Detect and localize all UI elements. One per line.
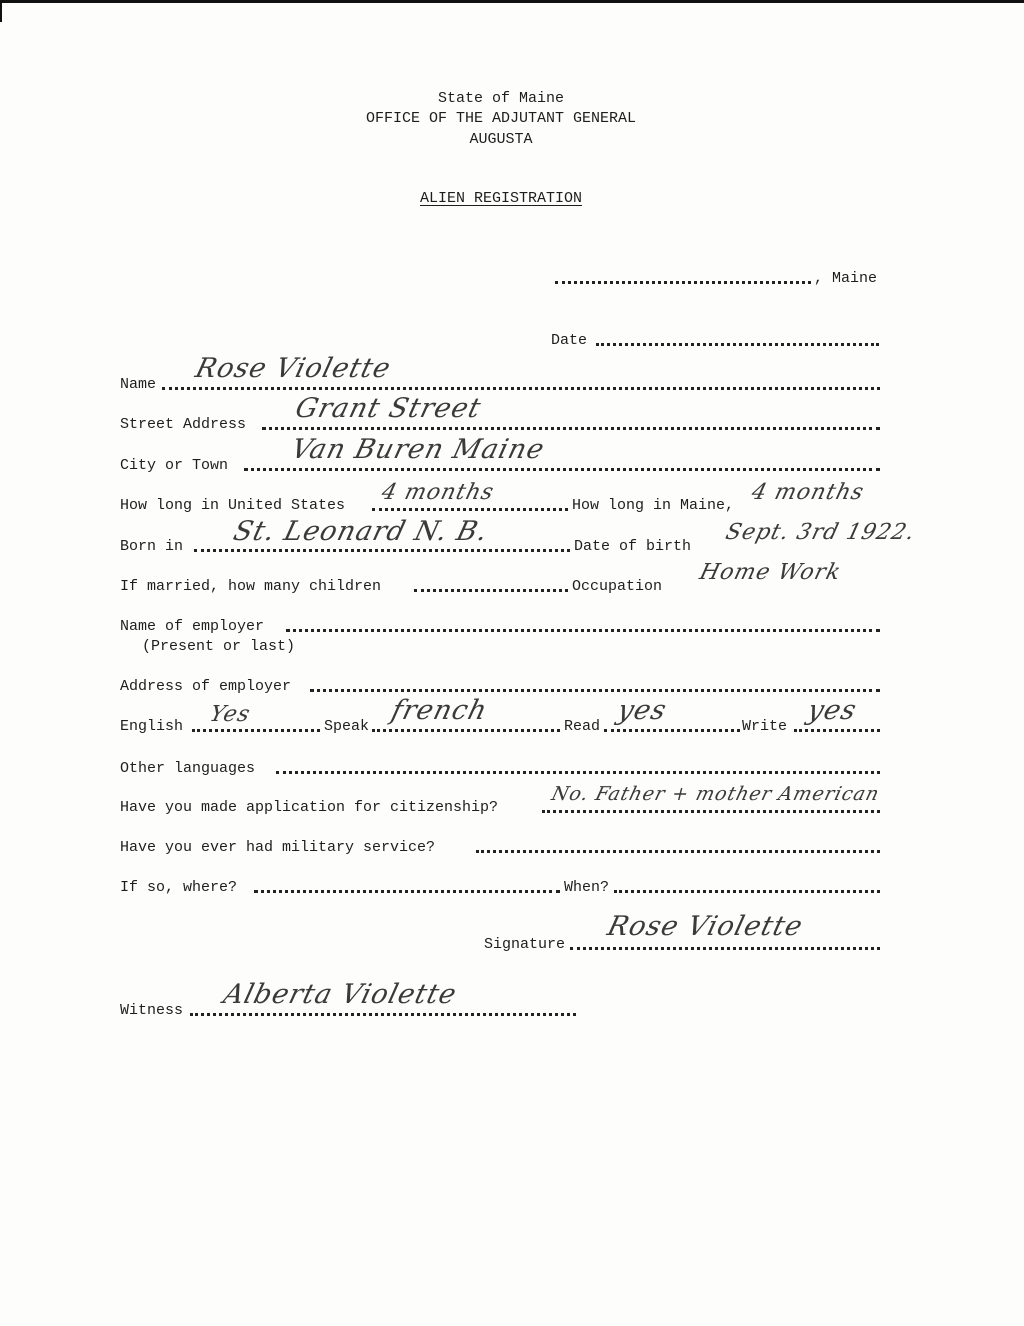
maine-label: , Maine	[814, 270, 878, 287]
date-of-birth-label: Date of birth	[574, 538, 692, 555]
handwritten-witness: Alberta Violette	[220, 979, 461, 1010]
form-title: ALIEN REGISTRATION	[419, 190, 583, 207]
speak-label: Speak	[324, 718, 370, 735]
handwritten-read: yes	[614, 695, 671, 726]
read-label: Read	[564, 718, 601, 735]
read-dots	[604, 729, 740, 732]
signature-dots	[570, 947, 880, 950]
date-dots	[596, 343, 879, 346]
if-so-where-dots	[254, 890, 560, 893]
scan-edge-top	[0, 0, 1024, 3]
speak-dots	[372, 729, 560, 732]
military-dots	[476, 850, 880, 853]
handwritten-write: yes	[804, 695, 861, 726]
name-label: Name	[120, 376, 157, 393]
employer-note: (Present or last)	[142, 638, 296, 655]
how-long-us-dots	[372, 508, 568, 511]
other-languages-dots	[276, 771, 880, 774]
handwritten-city: Van Buren Maine	[288, 434, 548, 465]
how-long-maine-label: How long in Maine,	[572, 497, 735, 514]
employer-dots	[286, 629, 880, 632]
employer-address-dots	[310, 689, 880, 692]
handwritten-speak: french	[388, 695, 491, 726]
handwritten-signature: Rose Violette	[604, 911, 807, 942]
street-dots	[262, 427, 880, 430]
witness-dots	[190, 1013, 576, 1016]
english-label: English	[120, 718, 184, 735]
header-city: AUGUSTA	[469, 131, 533, 148]
married-label: If married, how many children	[120, 578, 382, 595]
handwritten-maine-duration: 4 months	[749, 480, 867, 505]
how-long-us-label: How long in United States	[120, 497, 346, 514]
signature-label: Signature	[484, 936, 566, 953]
street-label: Street Address	[120, 416, 247, 433]
handwritten-born-in: St. Leonard N. B.	[230, 516, 492, 547]
write-label: Write	[742, 718, 788, 735]
employer-label: Name of employer	[120, 618, 265, 635]
city-label: City or Town	[120, 457, 229, 474]
write-dots	[794, 729, 880, 732]
if-so-where-label: If so, where?	[120, 879, 238, 896]
military-label: Have you ever had military service?	[120, 839, 436, 856]
citizenship-label: Have you made application for citizenship?	[120, 799, 499, 816]
when-label: When?	[564, 879, 610, 896]
born-in-dots	[194, 549, 570, 552]
scan-edge-left	[0, 0, 2, 22]
city-dots	[244, 468, 880, 471]
married-dots	[414, 589, 568, 592]
occupation-label: Occupation	[572, 578, 663, 595]
employer-address-label: Address of employer	[120, 678, 292, 695]
when-dots	[614, 890, 880, 893]
name-dots	[162, 387, 880, 390]
other-languages-label: Other languages	[120, 760, 256, 777]
handwritten-occupation: Home Work	[697, 560, 844, 585]
handwritten-english: Yes	[207, 702, 254, 727]
born-in-label: Born in	[120, 538, 184, 555]
handwritten-name: Rose Violette	[192, 353, 395, 384]
date-label: Date	[551, 332, 588, 349]
citizenship-dots	[542, 810, 880, 813]
handwritten-birth-date: Sept. 3rd 1922.	[723, 520, 918, 545]
header-state: State of Maine	[437, 90, 565, 107]
header-office: OFFICE OF THE ADJUTANT GENERAL	[365, 110, 637, 127]
witness-label: Witness	[120, 1002, 184, 1019]
handwritten-citizenship: No. Father + mother American	[549, 783, 883, 805]
place-dots	[555, 281, 811, 284]
handwritten-us-duration: 4 months	[379, 480, 497, 505]
handwritten-street: Grant Street	[292, 393, 485, 424]
